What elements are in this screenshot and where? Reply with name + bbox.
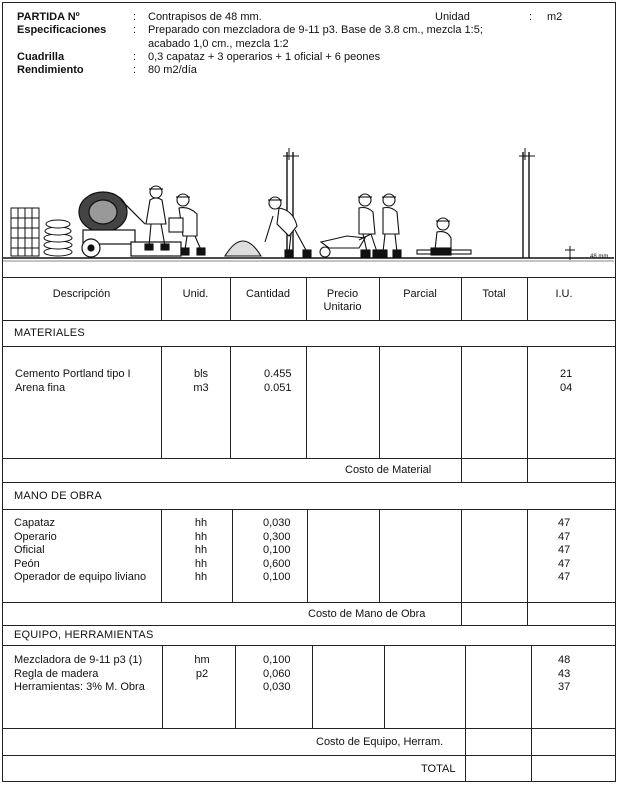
cantidad-cell: 0.455 [264,368,292,380]
especificaciones-line1: Preparado con mezcladora de 9-11 p3. Base de 3.8 cm., mezcla 1:5; [148,24,483,36]
col-header-total: Total [482,288,506,300]
mano-cost-rule [2,625,616,626]
col-divider [307,509,308,602]
cantidad-cell: 0,030 [263,681,291,693]
barrels-icon [11,208,39,256]
mano-unid-list [161,517,241,585]
col-divider [527,346,528,482]
mano-descripcion-list [14,517,146,585]
unid-cell: p2 [195,667,209,680]
materiales-unid-list [161,368,241,395]
col-header-iu: I.U. [555,288,573,300]
iu-cell: 21 [560,368,573,380]
table-top-rule [2,277,616,278]
cantidad-cell: 0,100 [263,571,291,583]
unid-cell: hh [194,571,208,583]
iu-cell: 47 [558,544,571,556]
table-row: Cemento Portland tipo I [15,368,131,380]
col-header-parcial: Parcial [403,288,437,300]
iu-cell: 47 [558,517,571,529]
costo-equipo-label: Costo de Equipo, Herram. [316,736,444,748]
section-title-materiales: MATERIALES [14,327,85,339]
iu-cell: 04 [560,381,573,394]
colon: : [133,11,137,23]
equipo-iu-list [558,654,570,695]
unid-cell: hh [194,517,208,529]
colon: : [133,64,137,76]
iu-cell: 48 [558,654,571,666]
unid-cell: hh [194,530,208,543]
materiales-rows-rule [2,458,616,459]
materiales-cost-rule [2,482,616,483]
costo-material-label: Costo de Material [345,464,432,476]
iu-cell: 47 [558,557,571,570]
cantidad-cell: 0,300 [263,530,291,543]
col-divider [465,645,466,782]
col-divider [461,346,462,482]
colon: : [529,11,533,23]
materiales-iu-list [560,368,572,395]
especificaciones-line2: acabado 1,0 cm., mezcla 1:2 [148,38,289,50]
table-row: Operario [14,530,57,543]
rendimiento-value: 80 m2/día [148,64,197,76]
unid-cell [162,681,242,695]
equipo-title-rule [2,645,616,646]
partida-value: Contrapisos de 48 mm. [148,11,262,23]
materiales-title-rule [2,346,616,347]
col-header-cantidad: Cantidad [245,288,291,300]
equipo-unid-list [162,654,242,695]
equipo-rows-rule [2,728,616,729]
equipo-descripcion-list [14,654,145,695]
materiales-descripcion-list [15,368,131,395]
section-title-equipo: EQUIPO, HERRAMIENTAS [14,629,154,641]
dimension-label: 48 mm. [590,254,611,260]
col-divider [531,645,532,782]
col-divider [306,346,307,458]
col-divider [379,346,380,458]
table-row: Oficial [14,544,45,556]
table-row: Regla de madera [14,667,99,680]
cantidad-cell: 0,060 [263,667,291,680]
especificaciones-label: Especificaciones [17,24,107,36]
mano-iu-list [558,517,570,585]
cantidad-cell: 0,100 [263,654,291,666]
equipo-cost-rule [2,755,616,756]
iu-cell: 43 [558,667,571,680]
table-row: Peón [14,557,40,570]
section-title-mano-de-obra: MANO DE OBRA [14,490,102,502]
table-row: Arena fina [15,381,66,394]
col-divider [379,509,380,602]
table-row: Mezcladora de 9-11 p3 (1) [14,654,143,666]
unid-cell: m3 [193,381,209,394]
mano-title-rule [2,509,616,510]
rendimiento-label: Rendimiento [17,64,84,76]
col-divider [527,509,528,625]
col-header-descripcion: Descripción [52,288,111,300]
mano-cantidad-list [263,517,291,585]
cement-bags-icon [44,220,72,256]
colon: : [133,24,137,36]
equipo-cantidad-list [263,654,291,695]
cantidad-cell: 0,030 [263,517,291,529]
total-label: TOTAL [421,763,456,775]
unid-cell: hh [194,544,208,556]
costo-mano-de-obra-label: Costo de Mano de Obra [308,608,426,620]
cuadrilla-label: Cuadrilla [17,51,65,63]
cantidad-cell: 0,600 [263,557,291,570]
table-row: Operador de equipo liviano [14,571,147,583]
worker-figures-icon [145,186,471,257]
col-header-unid: Unid. [182,288,209,300]
unid-cell: hm [194,654,210,666]
col-header-precio-unitario [306,288,379,314]
unid-cell: bls [193,368,209,380]
col-divider [461,509,462,625]
unidad-label: Unidad [435,11,470,23]
col-header-precio-line1: Precio [326,288,359,300]
col-divider [384,645,385,728]
construction-illustration [3,100,614,265]
unid-cell: hh [194,557,208,570]
col-divider [230,346,231,458]
table-row: Herramientas: 3% M. Obra [14,681,145,693]
iu-cell: 37 [558,681,571,693]
unidad-value: m2 [547,11,563,23]
table-row: Capataz [14,517,55,529]
header-rule [2,320,616,321]
mano-rows-rule [2,602,616,603]
cantidad-cell: 0.051 [264,381,292,394]
iu-cell: 47 [558,571,571,583]
partida-label: PARTIDA Nº [17,11,80,23]
cantidad-cell: 0,100 [263,544,291,556]
cuadrilla-value: 0,3 capataz + 3 operarios + 1 oficial + 6 peones [148,51,381,63]
iu-cell: 47 [558,530,571,543]
col-divider [161,346,162,458]
materiales-cantidad-list [264,368,292,395]
col-header-precio-line2: Unitario [323,301,362,313]
col-divider [312,645,313,728]
colon: : [133,51,137,63]
